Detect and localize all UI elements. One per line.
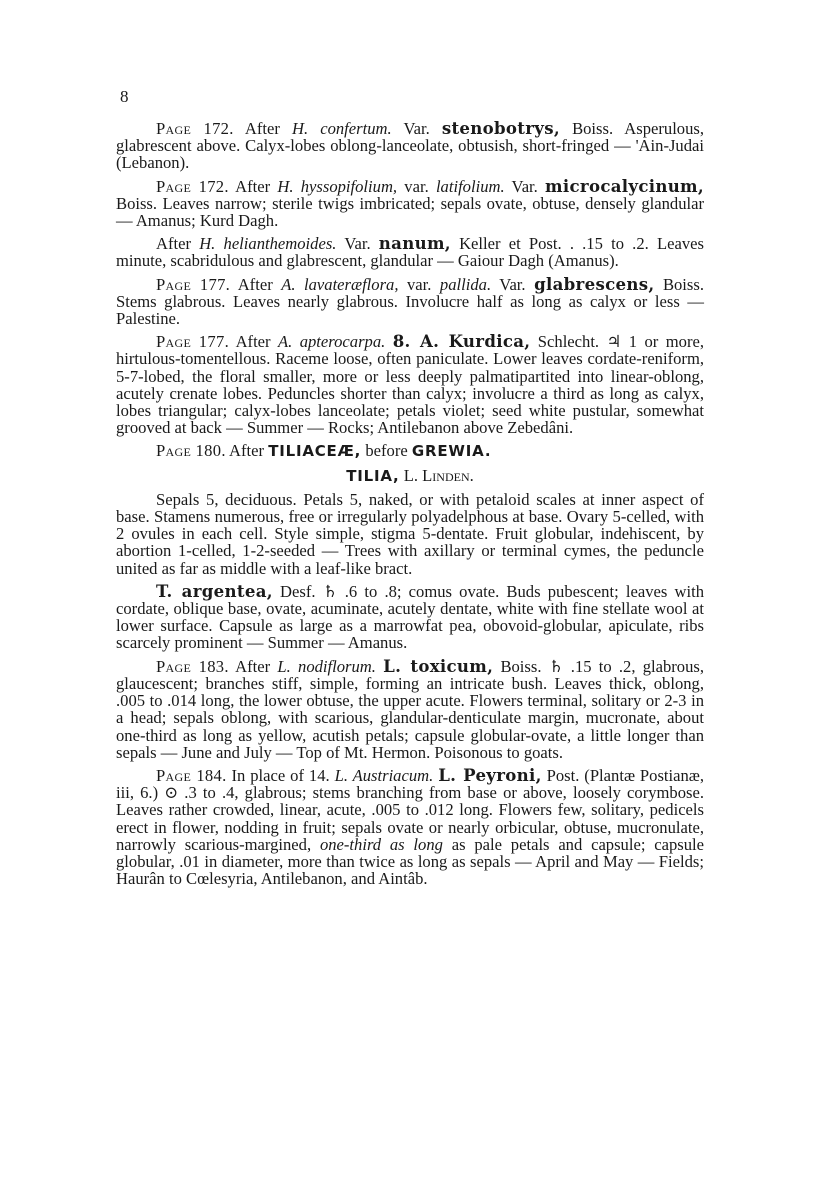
- page-reference: Page 184.: [156, 765, 227, 785]
- page-reference: Page 172.: [156, 176, 229, 196]
- entry-paragraph: Page 183. After L. nodiflorum. L. toxicum, Boiss. ♄ .15 to .2, glabrous, glaucescent; branches stiff, simple, forming an intricate bush. Leaves thick, oblong, .005 to .014 long, the lower obtuse, the upper acute. Flowers terminal, solitary or 2-3 in a head; sepals oblong, with scarious, glandular-denticulate margin, mucronate, about one-third as long as yellow, acutish petals; capsule globular-ovate, a little longer than sepals — June and July — Top of Mt. Hermon. Poisonous to goats.: [116, 655, 705, 762]
- species-name: L. Peyroni,: [438, 764, 542, 785]
- page-reference: Page 183.: [156, 656, 229, 676]
- page-reference: Page 177.: [156, 332, 230, 352]
- entry-text: Post. (Plantæ Postianæ, iii, 6.) ⊙ .3 to .4, glabrous; stems branching from base or above, loosely corymbose. Leaves rather crowded, linear, acute, .005 to .012 long. Flowers few, solitary, pedicels erect in flower, nodding in fruit; sepals ovate or nearly orbicular, obtuse, mucronulate, narrowly scarious-margined,: [116, 765, 705, 854]
- reference-taxon: A. apterocarpa.: [278, 332, 386, 352]
- page-reference: Page 177.: [156, 274, 231, 294]
- entry-paragraph: Page 172. After H. hyssopifolium, var. latifolium. Var. microcalycinum, Boiss. Leaves narrow; sterile twigs imbricated; sepals ovate, obtuse, densely glandular — Amanus; Kurd Dagh.: [116, 175, 704, 231]
- reference-taxon: L. Austriacum.: [334, 765, 434, 785]
- species-name: nanum,: [378, 233, 451, 254]
- entry-text: Boiss. Asperulous, glabrescent above. Calyx-lobes oblong-lanceolate, obtusish, short-fringed — 'Ain-Judai (Lebanon).: [116, 119, 705, 173]
- page-reference: Page 172.: [156, 119, 234, 138]
- species-name: 8. A. Kurdica,: [392, 331, 531, 352]
- page-number: 8: [120, 87, 129, 106]
- entry-paragraph: [116, 580, 704, 653]
- entry-paragraph: Page 184. In place of 14. L. Austriacum. L. Peyroni, Post. (Plantæ Postianæ, iii, 6.) ⊙ .3 to .4, glabrous; stems branching from base or above, loosely corymbose. Leaves rather crowded, linear, acute, .005 to .012 long. Flowers few, solitary, pedicels erect in flower, nodding in fruit; sepals ovate or nearly orbicular, obtuse, mucronulate, narrowly scarious-margined, one-third as long as pale petals and capsule; capsule globular, .01 in diameter, more than twice as long as sepals — April and May — Fields; Haurân to Cœlesyria, Antilebanon, and Aintâb.: [116, 764, 705, 889]
- page-body: [116, 120, 704, 893]
- entry-text: Boiss. Leaves narrow; sterile twigs imbricated; sepals ovate, obtuse, densely glandular — Amanus; Kurd Dagh.: [116, 193, 704, 231]
- genus-heading-name: TILIA,: [346, 466, 400, 485]
- reference-taxon: L. nodiflorum.: [277, 656, 376, 676]
- entry-text: Desf. ♄ .6 to .8; comus ovate. Buds pubescent; leaves with cordate, oblique base, ovate, acuminate, acutely dentate, white with fine stellate wool at lower surface. Capsule as large as a marrowfat pea, obovoid-globular, apiculate, ribs scarcely prominent — Summer — Amanus.: [116, 581, 704, 653]
- entry-text: as pale petals and capsule; capsule globular, .01 in diameter, more than twice as long as sepals — April and May — Fields; Haurân to Cœlesyria, Antilebanon, and Aintâb.: [116, 834, 704, 889]
- species-name: glabrescens,: [534, 273, 655, 294]
- entry-paragraph: Page 177. After A. lavateræflora, var. pallida. Var. glabrescens, Boiss. Stems glabrous. Leaves nearly glabrous. Involucre half as long as calyx or less — Palestine.: [116, 273, 704, 329]
- entry-paragraph: After H. helianthemoides. Var. nanum, Keller et Post. . .15 to .2. Leaves minute, scabridulous and glabrescent, glandular — Gaiour Dagh (Amanus).: [116, 233, 704, 271]
- reference-taxon: H. confertum.: [292, 119, 392, 138]
- genus-description: Sepals 5, deciduous. Petals 5, naked, or with petaloid scales at inner aspect of base. Stamens numerous, free or irregularly polyadelphous at base. Ovary 5-celled, with 2 ovules in each cell. Style simple, stigma 5-dentate. Fruit globular, indehiscent, by abortion 1-celled, 1-2-seeded — Trees with axillary or terminal cymes, the peduncle united as far as middle with a leaf-like bract.: [116, 489, 704, 578]
- reference-taxon: H. helianthemoides.: [199, 234, 337, 254]
- italic-phrase: one-third as long: [319, 834, 443, 854]
- species-name: stenobotrys,: [441, 118, 560, 138]
- species-name: L. toxicum,: [383, 655, 494, 676]
- entry-text: Boiss. ♄ .15 to .2, glabrous, glaucescent; branches stiff, simple, forming an intricate bush. Leaves thick, oblong, .005 to .014 long, the lower obtuse, the upper acute. Flowers terminal, solitary or 2-3 in a head; sepals oblong, with scarious, glandular-denticulate margin, mucronate, about one-third as long as yellow, acutish petals; capsule globular-ovate, a little longer than sepals — June and July — Top of Mt. Hermon. Poisonous to goats.: [116, 656, 705, 762]
- genus-common-name: Linden.: [422, 465, 474, 485]
- entry-text: Boiss. Stems glabrous. Leaves nearly glabrous. Involucre half as long as calyx or less — Palestine.: [116, 274, 704, 329]
- entry-paragraph: Page 177. After A. apterocarpa. 8. A. Kurdica, Schlecht. ♃ 1 or more, hirtulous-tomentellous. Raceme loose, often paniculate. Lower leaves cordate-reniform, 5-7-lobed, the floral smaller, more or less deeply palmatipartited into linear-oblong, acutely crenate lobes. Peduncles shorter than calyx; involucre a third as long as calyx, lobes triangular; calyx-lobes lanceolate; petals violet; seed white pustular, somewhat grooved at back — Summer — Rocks; Antilebanon above Zebedâni.: [116, 331, 704, 438]
- species-name: T. argentea,: [156, 580, 273, 601]
- entry-paragraph: Page 180. After TILIACEÆ, before GREWIA.: [156, 441, 492, 461]
- species-name: microcalycinum,: [545, 175, 704, 196]
- genus-heading: TILIA, L. Linden.: [346, 465, 474, 485]
- genus-name: GREWIA.: [411, 442, 492, 461]
- page-reference: Page 180.: [156, 441, 226, 461]
- entry-text: Schlecht. ♃ 1 or more, hirtulous-tomentellous. Raceme loose, often paniculate. Lower leaves cordate-reniform, 5-7-lobed, the floral smaller, more or less deeply palmatipartited into linear-oblong, acutely crenate lobes. Peduncles shorter than calyx; involucre a third as long as calyx, lobes triangular; calyx-lobes lanceolate; petals violet; seed white pustular, somewhat grooved at back — Summer — Rocks; Antilebanon above Zebedâni.: [116, 332, 704, 438]
- entry-text: Keller et Post. . .15 to .2. Leaves minute, scabridulous and glabrescent, glandular — Gaiour Dagh (Amanus).: [116, 234, 704, 271]
- reference-taxon: H. hyssopifolium,: [277, 176, 398, 196]
- family-name: TILIACEÆ,: [268, 442, 362, 461]
- entry-paragraph: Page 172. After H. confertum. Var. stenobotrys, Boiss. Asperulous, glabrescent above. Calyx-lobes oblong-lanceolate, obtusish, short-fringed — 'Ain-Judai (Lebanon).: [116, 118, 705, 173]
- reference-taxon: A. lavateræflora,: [281, 274, 399, 294]
